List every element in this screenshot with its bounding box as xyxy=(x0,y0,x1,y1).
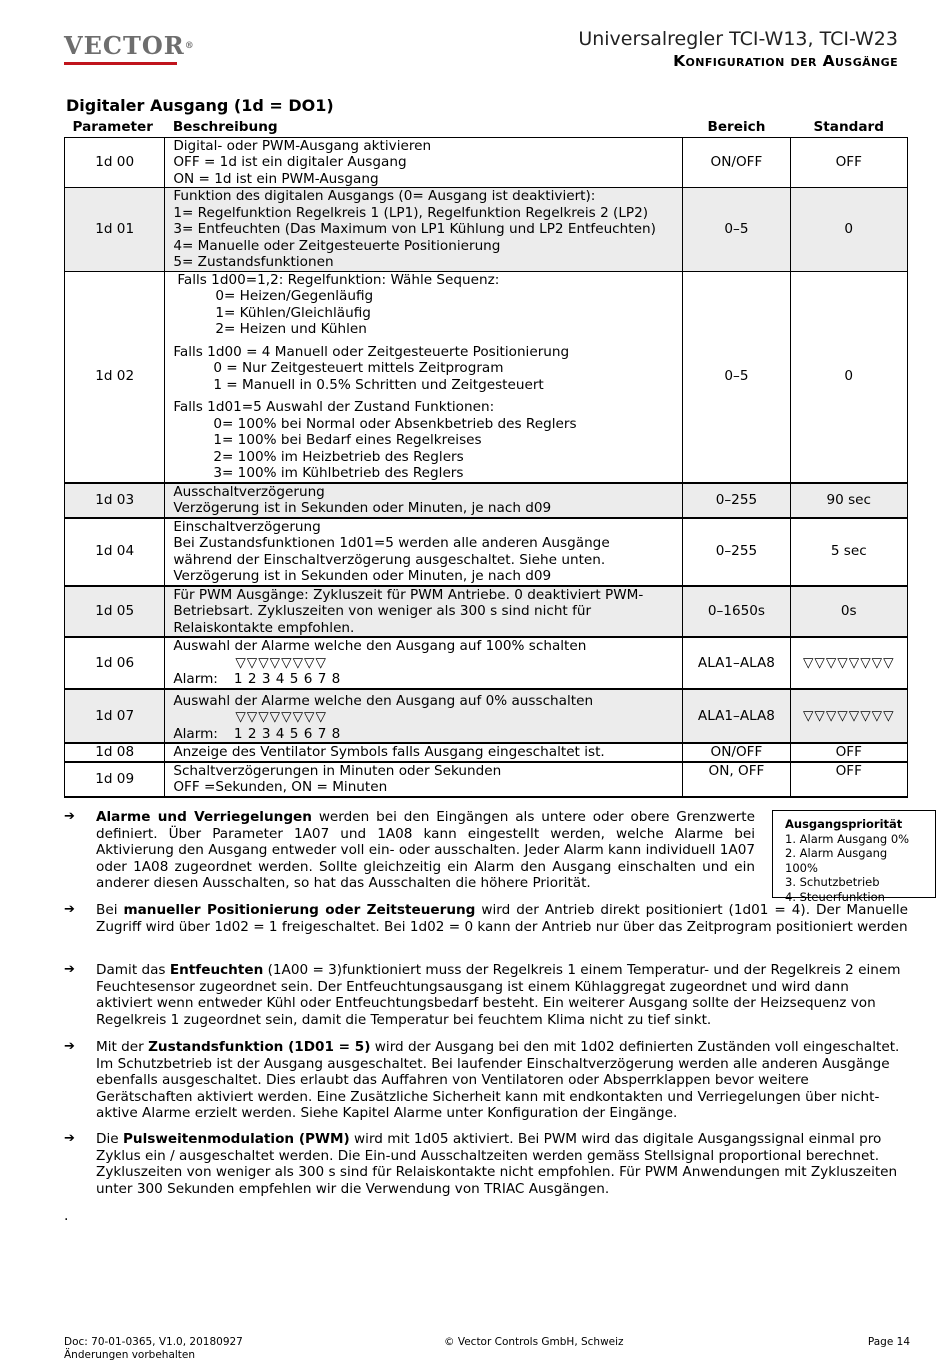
default-triangle-icons: ▽▽▽▽▽▽▽▽ xyxy=(790,637,907,689)
description-line: 3= Entfeuchten (Das Maximum von LP1 Kühlung und LP2 Entfeuchten) xyxy=(173,221,656,237)
priority-title: Ausgangspriorität xyxy=(785,817,903,831)
description-cell xyxy=(165,483,683,518)
arrow-icon: ➔ xyxy=(64,1131,75,1146)
description-line: Auswahl der Alarme welche den Ausgang auf 0% ausschalten xyxy=(173,692,594,709)
footer-doc-id: Doc: 70-01-0365, V1.0, 20180927 xyxy=(64,1336,243,1348)
description-cell xyxy=(165,271,683,483)
description-cell xyxy=(165,762,683,797)
col-header-default: Standard xyxy=(790,118,907,137)
col-header-description: Beschreibung xyxy=(165,118,683,137)
note-bold: manueller Positionierung oder Zeitsteuerung xyxy=(123,902,476,918)
default-triangle-icons: ▽▽▽▽▽▽▽▽ xyxy=(790,689,907,744)
footer-page-number: Page 14 xyxy=(867,1336,910,1348)
col-header-parameter: Parameter xyxy=(65,118,165,137)
description-cell xyxy=(165,137,683,188)
note-text: Bei xyxy=(96,902,124,918)
note-bold: Zustandsfunktion (1D01 = 5) xyxy=(148,1039,371,1055)
description-line: Relaiskontakte empfohlen. xyxy=(173,619,355,636)
default-cell: OFF xyxy=(790,762,907,797)
description-line: Funktion des digitalen Ausgangs (0= Ausgang ist deaktiviert): xyxy=(173,188,596,204)
description-line: 1= Kühlen/Gleichläufig xyxy=(215,304,371,321)
col-header-range: Bereich xyxy=(683,118,790,137)
table-row xyxy=(65,518,908,586)
description-line: OFF =Sekunden, ON = Minuten xyxy=(173,779,388,795)
table-header-row xyxy=(65,118,908,137)
param-cell: 1d 07 xyxy=(65,689,165,744)
note-alarms xyxy=(64,809,755,892)
footer-copyright: © Vector Controls GmbH, Schweiz xyxy=(444,1336,624,1348)
table-row xyxy=(65,762,908,797)
description-line: Einschaltverzögerung xyxy=(173,518,321,535)
note-text: (1A00 = 3)funktioniert muss der Regelkreis 1 einem Temperatur- und der Regelkreis 2 einem Feuchtesensor zugeordnet sein. Der Entfeuchtungsausgang ist einem Kühlaggregat zugeordnet und wird dann aktiviert wenn entweder Kühl oder Entfeuchtungsbedarf besteht. Ein weiterer Ausgang sollte der Heizsequenz von Regelkreis 1 zugeordnet sein, damit die Temperatur bei feuchtem Klima nicht zu tief sinkt. xyxy=(96,962,901,1028)
param-cell: 1d 03 xyxy=(65,483,165,518)
description-line: 1 = Manuell in 0.5% Schritten und Zeitgesteuert xyxy=(213,376,544,393)
description-cell xyxy=(165,743,683,762)
parameter-table xyxy=(64,118,908,798)
arrow-icon: ➔ xyxy=(64,962,75,977)
description-line: Verzögerung ist in Sekunden oder Minuten, je nach d09 xyxy=(173,500,552,516)
alarm-number-line xyxy=(173,671,674,688)
description-cell xyxy=(165,188,683,272)
description-line: Falls 1d00 = 4 Manuell oder Zeitgesteuerte Positionierung xyxy=(173,343,570,360)
note-manual-positioning xyxy=(64,902,908,935)
description-line: Schaltverzögerungen in Minuten oder Sekunden xyxy=(173,762,502,779)
table-row xyxy=(65,271,908,483)
document-title: Universalregler TCI-W13, TCI-W23 xyxy=(578,28,898,50)
table-row xyxy=(65,637,908,689)
alarm-number-line xyxy=(173,726,674,743)
priority-item: 4. Steuerfunktion xyxy=(785,889,885,904)
default-cell: 90 sec xyxy=(790,483,907,518)
note-dehumidify xyxy=(64,962,908,1028)
description-cell xyxy=(165,586,683,638)
description-line: 1= 100% bei Bedarf eines Regelkreises xyxy=(213,432,482,448)
note-text: wird der Ausgang bei den mit 1d02 definierten Zuständen voll eingeschaltet. Im Schutzbetrieb ist der Ausgang ausgeschaltet. Bei laufender Einschaltverzögerung werden alle anderen Ausgänge ebenfalls ausgeschaltet. Dies erlaubt das Auffahren von Ventilatoren oder Absperrklappen bevor weitere Gerätschaften aktiviert werden. Eine Zusätzliche Sicherheit kann mit endkontakten und Verriegelungen über nicht-aktive Alarme erzielt werden. Siehe Kapitel Alarme unter Konfiguration der Eingänge. xyxy=(96,1039,900,1122)
alarm-label: Alarm: xyxy=(173,725,218,742)
alarm-label: Alarm: xyxy=(173,671,218,687)
default-cell: 0 xyxy=(790,271,907,483)
description-line: 4= Manuelle oder Zeitgesteuerte Positionierung xyxy=(173,237,501,254)
description-line: Betriebsart. Zykluszeiten von weniger als 300 s sind nicht für xyxy=(173,603,592,619)
default-cell: 0s xyxy=(790,586,907,638)
default-cell: OFF xyxy=(790,137,907,188)
logo-registered-mark: ® xyxy=(184,41,195,51)
param-cell: 1d 00 xyxy=(65,137,165,188)
range-cell: 0–5 xyxy=(683,188,790,272)
note-bold: Pulsweitenmodulation (PWM) xyxy=(122,1131,350,1147)
note-text: Damit das xyxy=(96,962,170,978)
range-cell: 0–5 xyxy=(683,271,790,483)
note-text: Mit der xyxy=(96,1039,149,1055)
param-cell: 1d 02 xyxy=(65,271,165,483)
range-cell: ON/OFF xyxy=(683,743,790,762)
priority-item: 3. Schutzbetrieb xyxy=(785,875,880,889)
priority-item: 1. Alarm Ausgang 0% xyxy=(785,831,910,846)
note-text: wird mit 1d05 aktiviert. Bei PWM wird das digitale Ausgangssignal einmal pro Zyklus ein / ausgeschaltet werden. Die Ein-und Ausschaltzeiten werden gemäss Stellsignal proportional berechnet. Zykluszeiten von weniger als 300 s sind für Relaiskontakte nicht empfohlen. Für PWM Anwendungen mit Zykluszeiten unter 300 Sekunden empfehlen wir die Verwendung von TRIAC Ausgängen. xyxy=(96,1131,898,1197)
table-row xyxy=(65,743,908,762)
description-line: 0 = Nur Zeitgesteuert mittels Zeitprogram xyxy=(213,360,504,376)
table-row xyxy=(65,689,908,744)
stray-dot: . xyxy=(64,1208,69,1224)
default-cell: OFF xyxy=(790,743,907,762)
description-line: OFF = 1d ist ein digitaler Ausgang xyxy=(173,154,407,170)
description-line: Auswahl der Alarme welche den Ausgang auf 100% schalten xyxy=(173,638,587,654)
document-subtitle: Konfiguration der Ausgänge xyxy=(673,52,898,70)
description-line: Für PWM Ausgänge: Zykluszeit für PWM Antriebe. 0 deaktiviert PWM- xyxy=(173,586,644,603)
vector-logo xyxy=(64,31,195,72)
range-cell: ON/OFF xyxy=(683,137,790,188)
description-line: 1= Regelfunktion Regelkreis 1 (LP1), Regelfunktion Regelkreis 2 (LP2) xyxy=(173,204,649,221)
description-line: 5= Zustandsfunktionen xyxy=(173,254,334,270)
default-cell: 5 sec xyxy=(790,518,907,586)
param-cell: 1d 09 xyxy=(65,762,165,797)
arrow-icon: ➔ xyxy=(64,809,75,824)
description-line: 0= Heizen/Gegenläufig xyxy=(215,288,374,304)
alarm-triangle-icons: ▽▽▽▽▽▽▽▽ xyxy=(235,654,327,671)
description-line: Verzögerung ist in Sekunden oder Minuten, je nach d09 xyxy=(173,568,552,584)
param-cell: 1d 06 xyxy=(65,637,165,689)
description-line: Falls 1d01=5 Auswahl der Zustand Funktionen: xyxy=(173,399,495,415)
note-text: werden bei den Eingängen als untere oder obere Grenzwerte definiert. Über Parameter 1A07 und 1A08 kann eingestellt werden, welche Alarme bei Aktivierung den Ausgang entweder voll ein- oder ausschalten. Jeder Alarm kann individuell 1A07 oder 1A08 zugeordnet werden. Sollte gleichzeitig ein Alarm den Ausgang einschalten und ein anderer diesen Ausschalten, so hat das Ausschalten die höhere Priorität. xyxy=(96,809,755,892)
range-cell: ON, OFF xyxy=(683,762,790,797)
logo-text: VECTOR xyxy=(64,31,185,60)
note-state-function xyxy=(64,1039,908,1122)
note-bold: Alarme und Verriegelungen xyxy=(96,809,312,825)
table-row xyxy=(65,586,908,638)
section-title: Digitaler Ausgang (1d = DO1) xyxy=(66,96,334,115)
param-cell: 1d 08 xyxy=(65,743,165,762)
table-row xyxy=(65,137,908,188)
description-line: 0= 100% bei Normal oder Absenkbetrieb des Reglers xyxy=(213,415,577,432)
note-bold: Entfeuchten xyxy=(169,962,264,978)
description-cell xyxy=(165,637,683,689)
description-cell xyxy=(165,689,683,744)
range-cell: 0–1650s xyxy=(683,586,790,638)
param-cell: 1d 04 xyxy=(65,518,165,586)
description-line: Ausschaltverzögerung xyxy=(173,483,325,500)
description-line: während der Einschaltverzögerung ausgeschaltet. Siehe unten. xyxy=(173,551,606,568)
description-line: Falls 1d00=1,2: Regelfunktion: Wähle Sequenz: xyxy=(177,271,500,288)
range-cell: 0–255 xyxy=(683,483,790,518)
alarm-triangle-icons: ▽▽▽▽▽▽▽▽ xyxy=(235,709,327,725)
table-row xyxy=(65,483,908,518)
alarm-numbers: 1 2 3 4 5 6 7 8 xyxy=(233,725,341,742)
range-cell: 0–255 xyxy=(683,518,790,586)
arrow-icon: ➔ xyxy=(64,1039,75,1054)
param-cell: 1d 05 xyxy=(65,586,165,638)
param-cell: 1d 01 xyxy=(65,188,165,272)
description-line: Digital- oder PWM-Ausgang aktivieren xyxy=(173,137,432,154)
range-cell: ALA1–ALA8 xyxy=(683,689,790,744)
output-priority-box xyxy=(772,810,936,904)
logo-underline xyxy=(64,62,177,65)
range-cell: ALA1–ALA8 xyxy=(683,637,790,689)
description-line: Bei Zustandsfunktionen 1d01=5 werden alle anderen Ausgänge xyxy=(173,535,610,551)
alarm-numbers: 1 2 3 4 5 6 7 8 xyxy=(233,671,341,687)
description-line: 2= Heizen und Kühlen xyxy=(215,321,367,337)
default-cell: 0 xyxy=(790,188,907,272)
table-row xyxy=(65,188,908,272)
priority-item: 2. Alarm Ausgang 100% xyxy=(785,846,888,875)
description-line: ON = 1d ist ein PWM-Ausgang xyxy=(173,170,379,187)
note-pwm xyxy=(64,1131,908,1197)
description-line: Anzeige des Ventilator Symbols falls Ausgang eingeschaltet ist. xyxy=(173,744,605,760)
arrow-icon: ➔ xyxy=(64,902,75,917)
description-cell xyxy=(165,518,683,586)
note-text: Die xyxy=(96,1131,123,1147)
footer-changes-note: Änderungen vorbehalten xyxy=(64,1349,196,1361)
description-line: 3= 100% im Kühlbetrieb des Reglers xyxy=(213,465,464,481)
note-text: wird der Antrieb direkt positioniert (1d01 = 4). Der Manuelle Zugriff wird über 1d02 = 1 freigeschaltet. Bei 1d02 = 0 kann der Antrieb nur über das Zeitprogram positioniert werden xyxy=(96,902,908,935)
description-line: 2= 100% im Heizbetrieb des Reglers xyxy=(213,448,464,465)
